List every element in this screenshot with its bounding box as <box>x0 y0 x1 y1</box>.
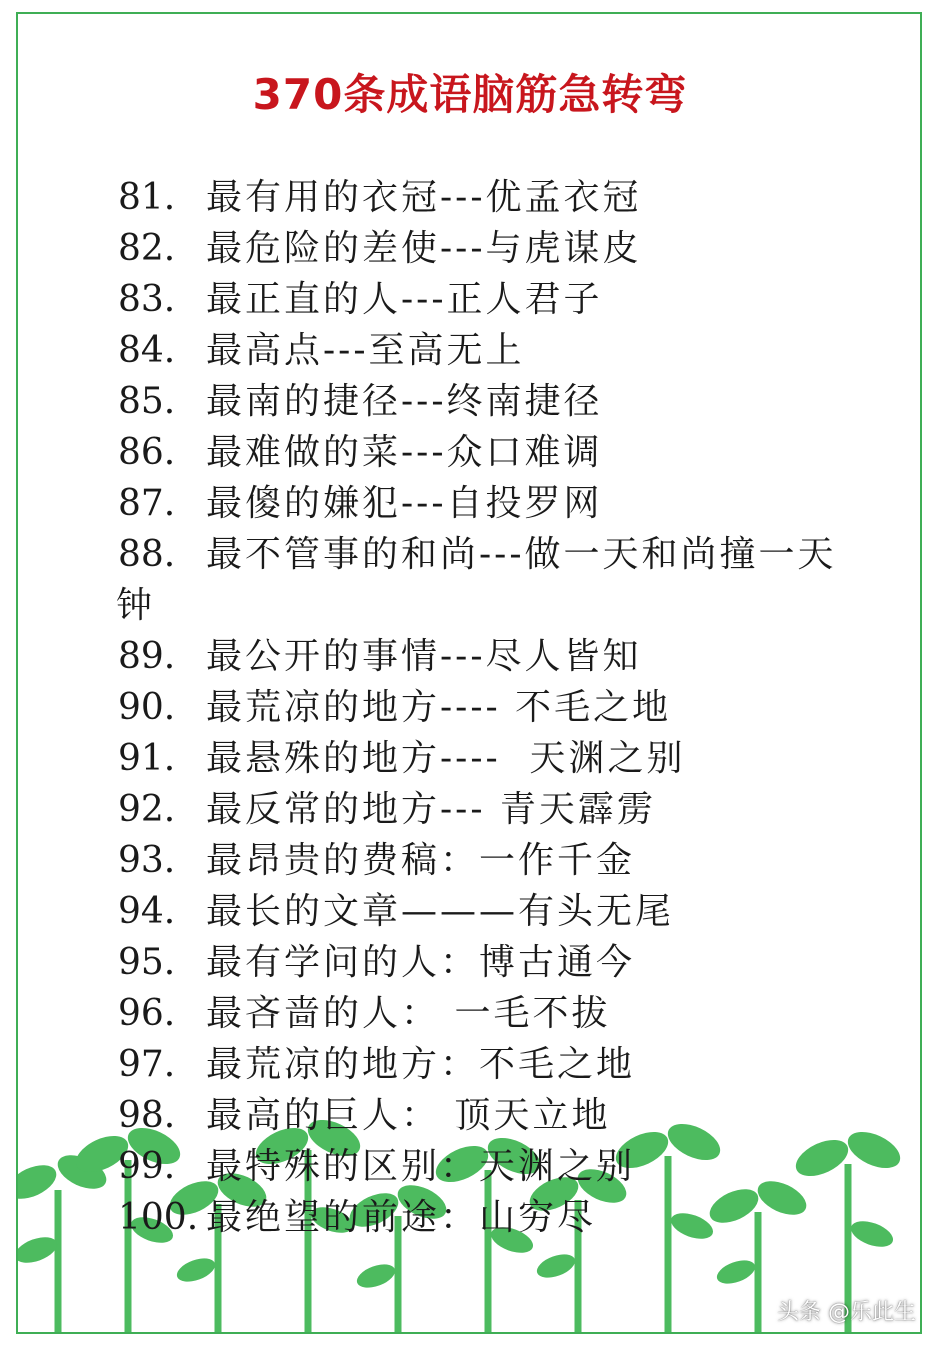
list-item: 84. 最高点---至高无上 <box>118 330 525 371</box>
page-title: 370条成语脑筋急转弯 <box>252 70 688 119</box>
list-item: 88. 最不管事的和尚---做一天和尚撞一天 钟 <box>118 529 908 631</box>
list-item: 90. 最荒凉的地方---- 不毛之地 <box>118 687 672 728</box>
list-item: 81. 最有用的衣冠---优孟衣冠 <box>118 177 642 218</box>
list-item: 96. 最吝啬的人： 一毛不拔 <box>118 993 611 1034</box>
list-item: 89. 最公开的事情---尽人皆知 <box>118 636 642 677</box>
list-item: 83. 最正直的人---正人君子 <box>118 279 603 320</box>
idiom-riddle-list <box>118 172 908 1243</box>
list-item: 86. 最难做的菜---众口难调 <box>118 432 603 473</box>
list-item: 95. 最有学问的人：博古通今 <box>118 942 636 983</box>
list-item: 99. 最特殊的区别：天渊之别 <box>118 1146 636 1187</box>
list-item-continuation: 钟 <box>116 585 156 626</box>
list-item: 92. 最反常的地方--- 青天霹雳 <box>118 789 656 830</box>
list-item: 87. 最傻的嫌犯---自投罗网 <box>118 483 603 524</box>
list-item: 97. 最荒凉的地方：不毛之地 <box>118 1044 636 1085</box>
list-item: 91. 最悬殊的地方---- 天渊之别 <box>118 738 686 779</box>
list-item: 98. 最高的巨人： 顶天立地 <box>118 1095 611 1136</box>
list-item: 82. 最危险的差使---与虎谋皮 <box>118 228 642 269</box>
list-item: 94. 最长的文章———有头无尾 <box>118 891 675 932</box>
list-item: 85. 最南的捷径---终南捷径 <box>118 381 603 422</box>
list-item: 100. 最绝望的前途：山穷尽 <box>118 1197 597 1238</box>
watermark: 头条 @乐此生 <box>777 1300 916 1325</box>
list-item: 93. 最昂贵的费稿：一作千金 <box>118 840 636 881</box>
